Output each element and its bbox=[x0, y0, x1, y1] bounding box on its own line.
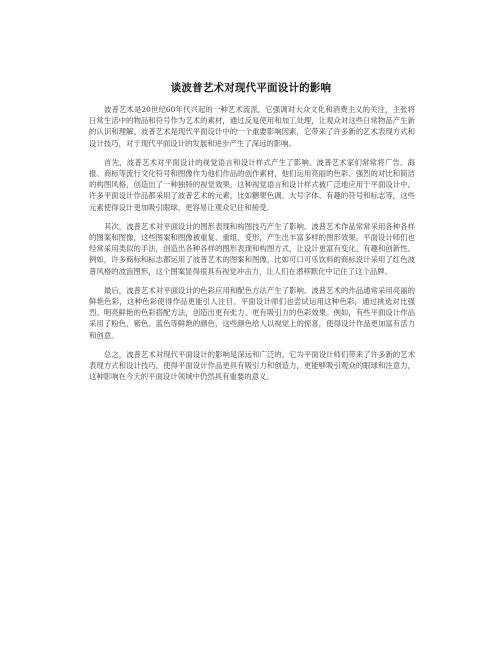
document-body bbox=[89, 104, 415, 390]
paragraph-conclusion: 总之，波普艺术对现代平面设计的影响是深远和广泛的，它为平面设计师们带来了许多新的艺术表现方式和设计技巧，使得平面设计作品更具有吸引力和创造力，更能够吸引观众的眼球和注意力，这种影响在今天的平面设计领域中仍然具有重要的意义。 bbox=[89, 349, 415, 382]
paragraph-visual-language: 首先，波普艺术对平面设计的视觉语言和设计样式产生了影响。波普艺术家们常常将广告、海报、商标等流行文化符号和图像作为他们作品的创作素材，他们运用亮丽的色彩、强烈的对比和简洁的构图风格，创造出了一种独特的视觉效果，这种视觉语言和设计样式被广泛地应用于平面设计中。许多平面设计作品都采用了波普艺术的元素，比如糖果色调、大号字体、有趣的符号和标志等，这些元素使得设计更加吸引眼球，更容易让观众记住和接受。 bbox=[89, 157, 415, 212]
paragraph-intro: 波普艺术是20世纪60年代兴起的一种艺术流派，它强调对大众文化和消费主义的关注，主张将日常生活中的物品和符号作为艺术的素材，通过反复使用和加工处理，让观众对这些日常物品产生新的认识和理解。波普艺术是现代平面设计中的一个重要影响因素，它带来了许多新的艺术表现方式和设计技巧，对于现代平面设计的发展和进步产生了深远的影响。 bbox=[89, 105, 415, 148]
paragraph-graphic-composition: 其次，波普艺术对平面设计的图形表现和构图技巧产生了影响。波普艺术作品常常采用各种各样的图案和图像，这些图案和图像被重复、重组、变形，产生出丰富多样的图形效果。平面设计师们也经常采用类似的手法，创造出各种各样的图形表现和构图方式，让设计更富有变化、有趣和创新性。例如，许多商标和标志都运用了波普艺术的图案和图像，比如可口可乐饮料的商标设计采用了红色波普风格的波浪图形，这个图案显得很具有视觉冲击力，让人们在潜移默化中记住了这个品牌。 bbox=[89, 221, 415, 276]
paragraph-color: 最后，波普艺术对平面设计的色彩应用和配色方法产生了影响。波普艺术的作品通常采用亮丽的鲜艳色彩，这种色彩使得作品更能引人注目。平面设计师们也尝试运用这种色彩，通过挑选对比强烈、明亮鲜艳的色彩搭配方法，创造出更有张力、更有吸引力的色彩效果。例如，有些平面设计作品采用了粉色、紫色、蓝色等鲜艳的颜色，这些颜色给人以视觉上的惊喜，使得设计作品更加富有活力和创意。 bbox=[89, 285, 415, 340]
document-title: 谈波普艺术对现代平面设计的影响 bbox=[170, 82, 332, 94]
